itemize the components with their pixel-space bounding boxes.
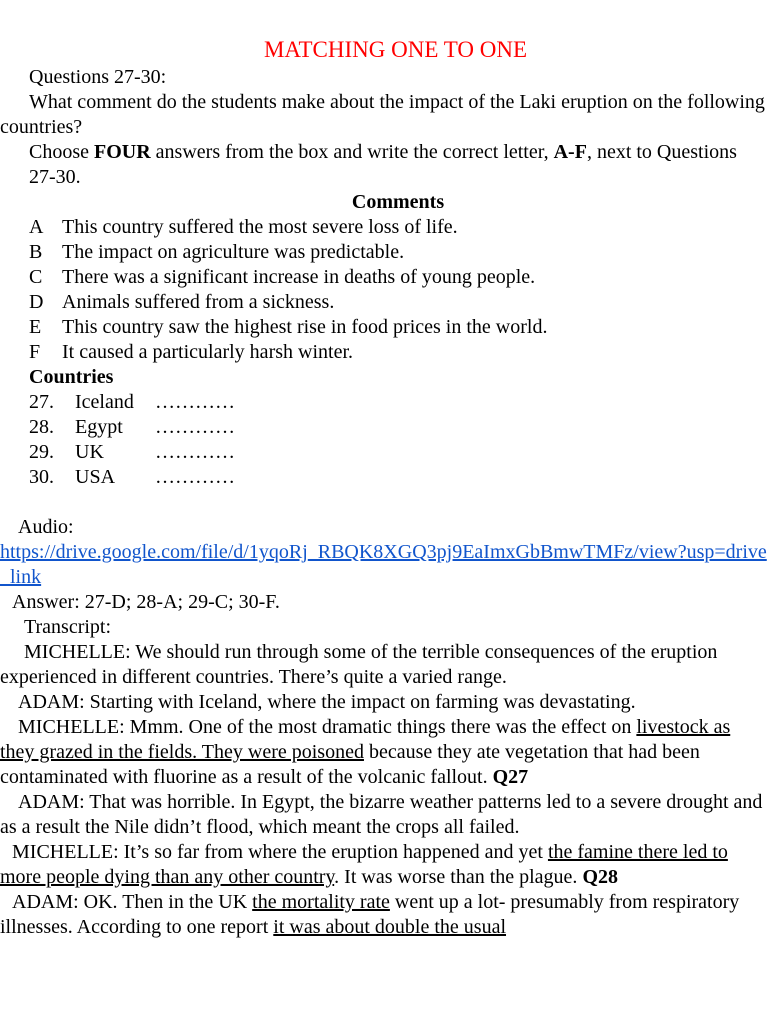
comment-text: This country suffered the most severe loss of life.	[62, 216, 458, 238]
instruction	[0, 140, 768, 190]
comment-option	[0, 340, 768, 365]
country-name: Egypt	[75, 416, 123, 438]
answer-blank: …………	[155, 441, 235, 463]
transcript-text: MICHELLE: Mmm. One of the most dramatic things there was the effect on	[18, 716, 637, 738]
question-text-content: What comment do the students make about the impact of the Laki eruption on the following countries?	[0, 91, 765, 138]
transcript-text: MICHELLE: We should run through some of the terrible consequences of the eruption experienced in different countries. There’s quite a varied range.	[0, 641, 718, 688]
transcript-paragraph	[0, 840, 768, 890]
comment-letter: F	[29, 341, 41, 363]
transcript-paragraph	[0, 715, 768, 790]
comment-text: It caused a particularly harsh winter.	[62, 341, 353, 363]
country-name: UK	[75, 441, 104, 463]
instruction-bold-range: A-F	[553, 141, 587, 163]
question-number: 28.	[29, 416, 54, 438]
comment-letter: B	[29, 241, 43, 263]
transcript-paragraph	[0, 640, 768, 690]
question-number: 30.	[29, 466, 54, 488]
question-number: 29.	[29, 441, 54, 463]
country-name: Iceland	[75, 391, 134, 413]
comment-text: Animals suffered from a sickness.	[62, 291, 335, 313]
questions-range: Questions 27-30:	[29, 66, 167, 88]
transcript-paragraph	[0, 690, 768, 715]
page-title: MATCHING ONE TO ONE	[263, 37, 527, 62]
instruction-post: , next to Questions 27-30.	[29, 141, 737, 188]
question-marker: Q28	[582, 866, 618, 888]
comment-text: There was a significant increase in deaths of young people.	[62, 266, 536, 288]
transcript-paragraph	[0, 790, 768, 840]
comment-option	[0, 315, 768, 340]
countries-heading: Countries	[29, 366, 114, 388]
comment-option	[0, 215, 768, 240]
comment-option	[0, 265, 768, 290]
transcript-text: because they ate vegetation that had been contaminated with fluorine as a result of the volcanic fallout.	[0, 741, 700, 788]
transcript-text: ADAM: Starting with Iceland, where the impact on farming was devastating.	[18, 691, 636, 713]
transcript-text: ADAM: OK. Then in the UK	[12, 891, 253, 913]
answer-blank: …………	[155, 391, 235, 413]
spacer	[0, 490, 768, 515]
question-text	[0, 90, 768, 140]
transcript-text: . It was worse than the plague.	[334, 866, 583, 888]
question-number: 27.	[29, 391, 54, 413]
answer-key: Answer: 27-D; 28-A; 29-C; 30-F.	[12, 591, 280, 613]
comment-letter: E	[29, 316, 42, 338]
underlined-evidence: livestock as they grazed in the fields. They were poisoned	[0, 716, 731, 763]
instruction-pre: Choose	[29, 141, 94, 163]
country-row	[0, 390, 768, 415]
question-marker: Q27	[492, 766, 529, 788]
comment-text: The impact on agriculture was predictable.	[62, 241, 405, 263]
underlined-evidence: the mortality rate	[252, 891, 390, 913]
country-name: USA	[75, 466, 116, 488]
comment-letter: D	[29, 291, 44, 313]
comments-heading: Comments	[351, 191, 445, 213]
countries-list	[0, 390, 768, 490]
comment-option	[0, 290, 768, 315]
underlined-evidence: the famine there led to more people dying than any other country	[0, 841, 728, 888]
transcript-paragraph	[0, 890, 768, 940]
comments-list	[0, 215, 768, 365]
instruction-bold-count: FOUR	[94, 141, 151, 163]
answer-blank: …………	[155, 466, 235, 488]
audio-label: Audio:	[18, 516, 74, 538]
country-row	[0, 465, 768, 490]
audio-link[interactable]: https://drive.google.com/file/d/1yqoRj_RBQK8XGQ3pj9EaImxGbBmwTMFz/view?usp=drive_link	[0, 541, 767, 588]
comment-letter: C	[29, 266, 43, 288]
comment-letter: A	[29, 216, 44, 238]
instruction-mid: answers from the box and write the correct letter,	[150, 141, 554, 163]
country-row	[0, 415, 768, 440]
country-row	[0, 440, 768, 465]
underlined-evidence: it was about double the usual	[273, 916, 507, 938]
comment-text: This country saw the highest rise in food prices in the world.	[62, 316, 548, 338]
transcript-text: MICHELLE: It’s so far from where the eruption happened and yet	[12, 841, 548, 863]
answer-blank: …………	[155, 416, 235, 438]
transcript-text: ADAM: That was horrible. In Egypt, the bizarre weather patterns led to a severe drought and as a result the Nile didn’t flood, which meant the crops all failed.	[0, 791, 763, 838]
transcript-text: went up a lot- presumably from respiratory illnesses. According to one report	[0, 891, 740, 938]
transcript-label: Transcript:	[24, 616, 112, 638]
comment-option	[0, 240, 768, 265]
